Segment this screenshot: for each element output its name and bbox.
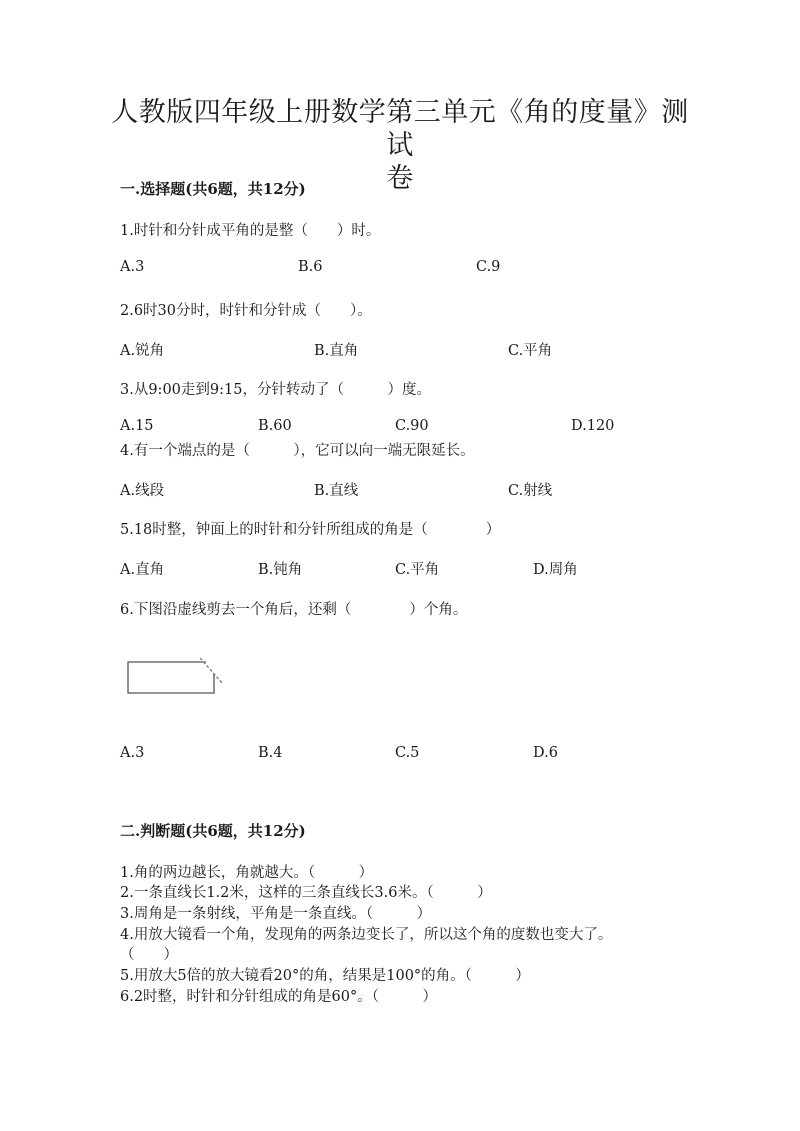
judgment-4: 4.用放大镜看一个角，发现角的两条边变长了，所以这个角的度数也变大了。 [120,927,613,943]
rectangle-outline [128,662,214,693]
judgment-1: 1.角的两边越长，角就越大。（ ） [120,865,374,881]
q6-option-b: B.4 [258,745,283,761]
q5-option-a: A.直角 [120,562,165,578]
q3-option-c: C.90 [395,418,429,434]
question-5: 5.18时整，钟面上的时针和分针所组成的角是（ ） [120,522,501,538]
q4-option-a: A.线段 [120,483,165,499]
q5-option-b: B.钝角 [258,562,303,578]
title-line-1: 人教版四年级上册数学第三单元《角的度量》测试 [111,97,689,161]
judgment-5: 5.用放大5倍的放大镜看20°的角，结果是100°的角。（ ） [120,968,530,984]
q6-option-d: D.6 [533,745,558,761]
q4-option-b: B.直线 [314,483,359,499]
q2-option-a: A.锐角 [120,343,165,359]
rectangle-cut-figure [120,652,230,697]
q5-option-d: D.周角 [533,562,578,578]
q3-option-b: B.60 [258,418,292,434]
judgment-6: 6.2时整，时针和分针组成的角是60°。（ ） [120,989,438,1005]
q2-option-b: B.直角 [314,343,359,359]
judgment-4-bracket: （ ） [120,947,178,963]
question-3: 3.从9:00走到9:15，分针转动了（ ）度。 [120,382,431,398]
q1-option-b: B.6 [298,259,323,275]
q4-option-c: C.射线 [508,483,553,499]
q6-option-a: A.3 [120,745,145,761]
judgment-3: 3.周角是一条射线，平角是一条直线。（ ） [120,906,432,922]
section2-heading: 二.判断题(共6题，共12分) [120,822,306,840]
title-line-2: 卷 [386,163,414,194]
dashed-cut-line [200,658,223,684]
q6-option-c: C.5 [395,745,420,761]
section1-heading: 一.选择题(共6题，共12分) [120,180,306,198]
question-2: 2.6时30分时，时针和分针成（ ）。 [120,303,372,319]
question-6: 6.下图沿虚线剪去一个角后，还剩（ ）个角。 [120,602,468,618]
question-1: 1.时针和分针成平角的是整（ ）时。 [120,223,381,239]
question-4: 4.有一个端点的是（ ），它可以向一端无限延长。 [120,443,475,459]
q3-option-d: D.120 [571,418,615,434]
q2-option-c: C.平角 [508,343,553,359]
q3-option-a: A.15 [120,418,154,434]
q1-option-c: C.9 [476,259,501,275]
q1-option-a: A.3 [120,259,145,275]
q5-option-c: C.平角 [395,562,440,578]
judgment-2: 2.一条直线长1.2米，这样的三条直线长3.6米。（ ） [120,885,492,901]
